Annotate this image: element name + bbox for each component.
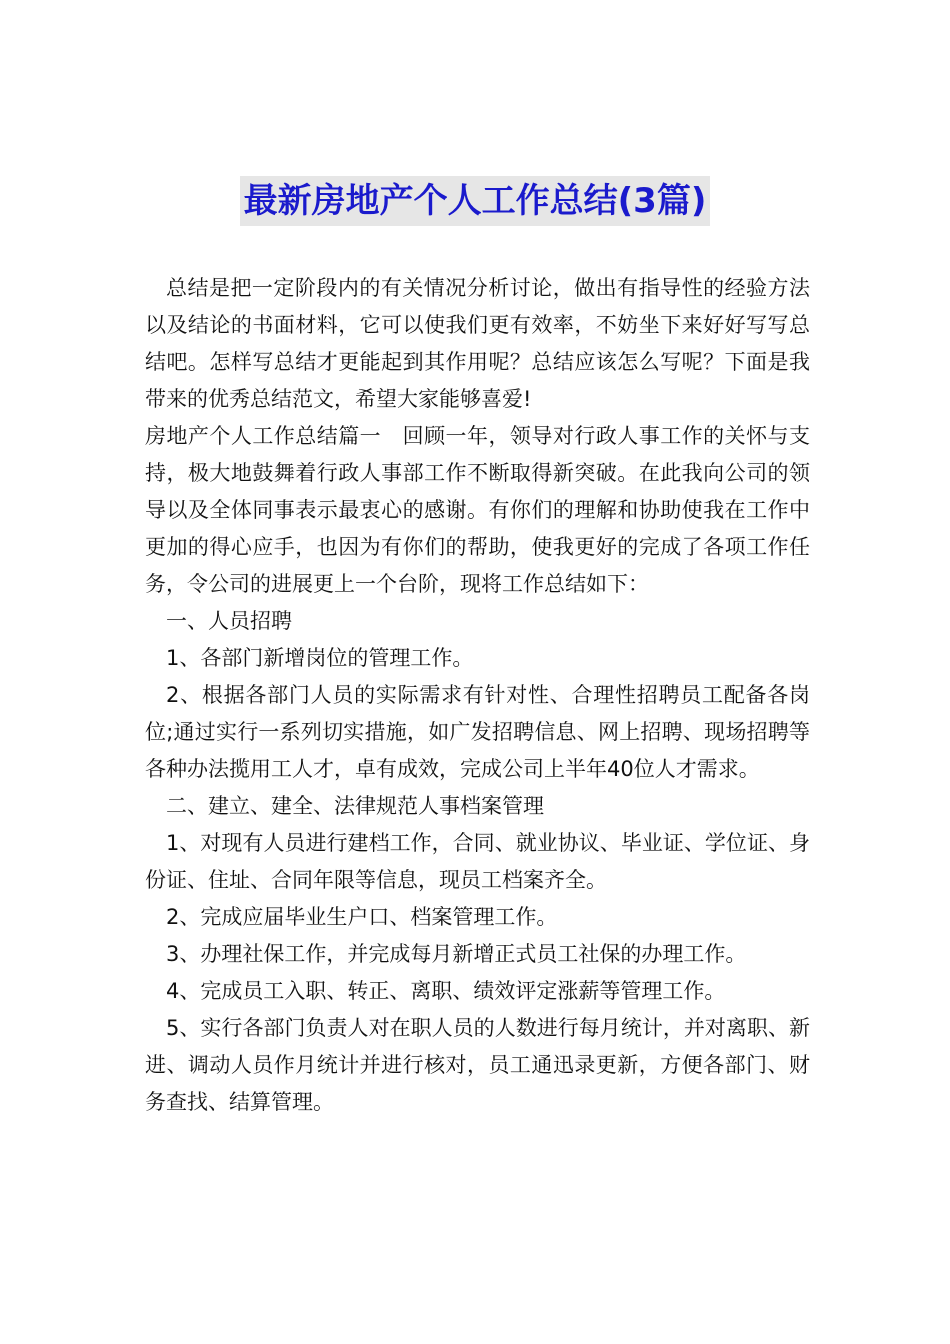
intro-paragraph: 总结是把一定阶段内的有关情况分析讨论，做出有指导性的经验方法以及结论的书面材料，它可以使我们更有效率，不妨坐下来好好写写总结吧。怎样写总结才更能起到其作用呢？总结应该怎么写呢？下面是我带来的优秀总结范文，希望大家能够喜爱!: [145, 276, 810, 411]
section-paragraph: 房地产个人工作总结篇一 回顾一年，领导对行政人事工作的关怀与支持，极大地鼓舞着行政人事部工作不断取得新突破。在此我向公司的领导以及全体同事表示最衷心的感谢。有你们的理解和协助使我在工作中更加的得心应手，也因为有你们的帮助，使我更好的完成了各项工作任务，令公司的进展更上一个台阶，现将工作总结如下：: [145, 424, 810, 596]
document-body: [145, 270, 810, 1121]
list-item: 1、对现有人员进行建档工作，合同、就业协议、毕业证、学位证、身份证、住址、合同年限等信息，现员工档案齐全。: [145, 831, 810, 892]
list-item: 1、各部门新增岗位的管理工作。: [166, 646, 474, 670]
list-item: 5、实行各部门负责人对在职人员的人数进行每月统计，并对离职、新进、调动人员作月统计并进行核对，员工通迅录更新，方便各部门、财务查找、结算管理。: [145, 1016, 810, 1114]
list-item: 3、办理社保工作，并完成每月新增正式员工社保的办理工作。: [166, 942, 747, 966]
heading-recruitment: 一、人员招聘: [166, 609, 292, 633]
list-item: 2、根据各部门人员的实际需求有针对性、合理性招聘员工配备各岗位;通过实行一系列切实措施，如广发招聘信息、网上招聘、现场招聘等各种办法揽用工人才，卓有成效，完成公司上半年40位人才需求。: [145, 683, 810, 781]
document-title: 最新房地产个人工作总结(3篇): [240, 176, 711, 226]
list-item: 4、完成员工入职、转正、离职、绩效评定涨薪等管理工作。: [166, 979, 726, 1003]
heading-archives: 二、建立、建全、法律规范人事档案管理: [166, 794, 544, 818]
list-item: 2、完成应届毕业生户口、档案管理工作。: [166, 905, 558, 929]
title-wrap: [0, 176, 950, 226]
